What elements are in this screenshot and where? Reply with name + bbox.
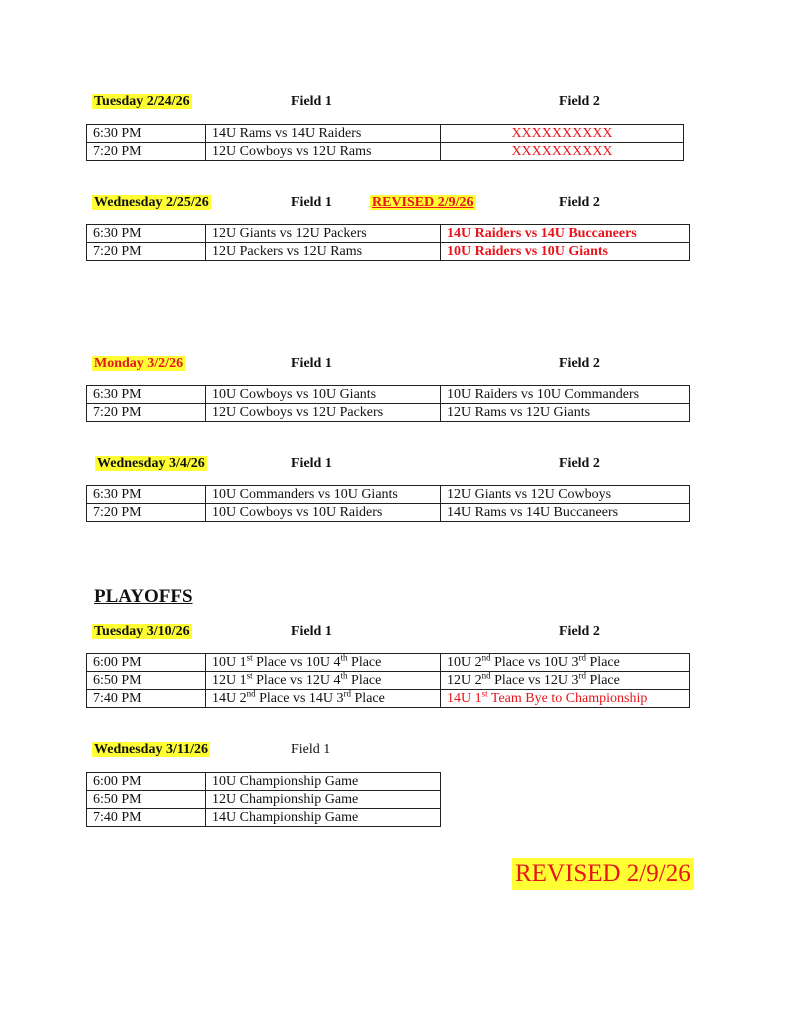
table-row [87, 243, 690, 261]
field1-game: 10U Cowboys vs 10U Giants [206, 386, 441, 404]
time-cell: 7:40 PM [87, 690, 206, 708]
time-cell: 7:20 PM [87, 404, 206, 422]
time-cell: 7:20 PM [87, 504, 206, 522]
playoff-table [86, 653, 690, 708]
day-header [92, 355, 185, 373]
time-cell: 7:20 PM [87, 143, 206, 161]
revised-stamp: REVISED 2/9/26 [512, 858, 694, 890]
field1-header: Field 1 [291, 624, 332, 639]
time-cell: 6:00 PM [87, 773, 206, 791]
day-header [92, 741, 210, 759]
field1-game: 10U Championship Game [206, 773, 441, 791]
table-row [87, 809, 441, 827]
day-header [92, 194, 211, 212]
field1-game: 12U 1st Place vs 12U 4th Place [206, 672, 441, 690]
field1-game: 14U Championship Game [206, 809, 441, 827]
field2-header: Field 2 [559, 624, 600, 639]
time-cell: 7:40 PM [87, 809, 206, 827]
field1-game: 10U Cowboys vs 10U Raiders [206, 504, 441, 522]
field2-game-revised: 10U Raiders vs 10U Giants [441, 243, 690, 261]
day-header [92, 623, 192, 641]
table-row [87, 672, 690, 690]
table-row [87, 486, 690, 504]
field2-cancelled: XXXXXXXXXX [441, 125, 684, 143]
field2-game: 12U Giants vs 12U Cowboys [441, 486, 690, 504]
day-header [95, 455, 207, 473]
field1-header: Field 1 [291, 356, 332, 371]
field1-game: 12U Cowboys vs 12U Rams [206, 143, 441, 161]
time-cell: 6:30 PM [87, 386, 206, 404]
schedule-table [86, 485, 690, 522]
day-label: Wednesday 2/25/26 [94, 195, 209, 210]
field1-game: 12U Packers vs 12U Rams [206, 243, 441, 261]
time-cell: 6:50 PM [87, 791, 206, 809]
field1-game: 10U Commanders vs 10U Giants [206, 486, 441, 504]
field2-game: 12U 2nd Place vs 12U 3rd Place [441, 672, 690, 690]
field2-header: Field 2 [559, 356, 600, 371]
time-cell: 6:00 PM [87, 654, 206, 672]
table-row [87, 690, 690, 708]
field2-game: 14U Rams vs 14U Buccaneers [441, 504, 690, 522]
field1-game: 10U 1st Place vs 10U 4th Place [206, 654, 441, 672]
field2-header: Field 2 [559, 94, 600, 109]
day-label: Wednesday 3/4/26 [97, 456, 205, 471]
field2-game: 10U 2nd Place vs 10U 3rd Place [441, 654, 690, 672]
time-cell: 6:50 PM [87, 672, 206, 690]
playoffs-title: PLAYOFFS [94, 586, 193, 607]
table-row [87, 143, 684, 161]
table-row [87, 773, 441, 791]
field1-header: Field 1 [291, 456, 332, 471]
field2-bye-note: 14U 1st Team Bye to Championship [441, 690, 690, 708]
field2-game-revised: 14U Raiders vs 14U Buccaneers [441, 225, 690, 243]
field1-game: 12U Cowboys vs 12U Packers [206, 404, 441, 422]
field1-game: 12U Giants vs 12U Packers [206, 225, 441, 243]
table-row [87, 386, 690, 404]
field2-header: Field 2 [559, 195, 600, 210]
field1-header: Field 1 [291, 742, 331, 757]
time-cell: 6:30 PM [87, 486, 206, 504]
schedule-table [86, 124, 684, 161]
day-header [92, 93, 192, 111]
time-cell: 6:30 PM [87, 225, 206, 243]
table-row [87, 404, 690, 422]
championship-table [86, 772, 441, 827]
table-row [87, 654, 690, 672]
time-cell: 7:20 PM [87, 243, 206, 261]
table-row [87, 504, 690, 522]
time-cell: 6:30 PM [87, 125, 206, 143]
field2-header: Field 2 [559, 456, 600, 471]
day-label: Wednesday 3/11/26 [94, 742, 208, 757]
day-label: Tuesday 2/24/26 [94, 94, 190, 109]
day-label: Monday 3/2/26 [94, 356, 184, 371]
revised-note-label: REVISED 2/9/26 [372, 195, 474, 210]
field2-game: 10U Raiders vs 10U Commanders [441, 386, 690, 404]
field1-game: 12U Championship Game [206, 791, 441, 809]
revised-note [370, 194, 476, 212]
table-row [87, 225, 690, 243]
field1-header: Field 1 [291, 195, 332, 210]
day-label: Tuesday 3/10/26 [94, 624, 190, 639]
field2-cancelled: XXXXXXXXXX [441, 143, 684, 161]
table-row [87, 125, 684, 143]
field2-game: 12U Rams vs 12U Giants [441, 404, 690, 422]
field1-game: 14U 2nd Place vs 14U 3rd Place [206, 690, 441, 708]
schedule-table [86, 224, 690, 261]
schedule-table [86, 385, 690, 422]
field1-game: 14U Rams vs 14U Raiders [206, 125, 441, 143]
table-row [87, 791, 441, 809]
field1-header: Field 1 [291, 94, 332, 109]
